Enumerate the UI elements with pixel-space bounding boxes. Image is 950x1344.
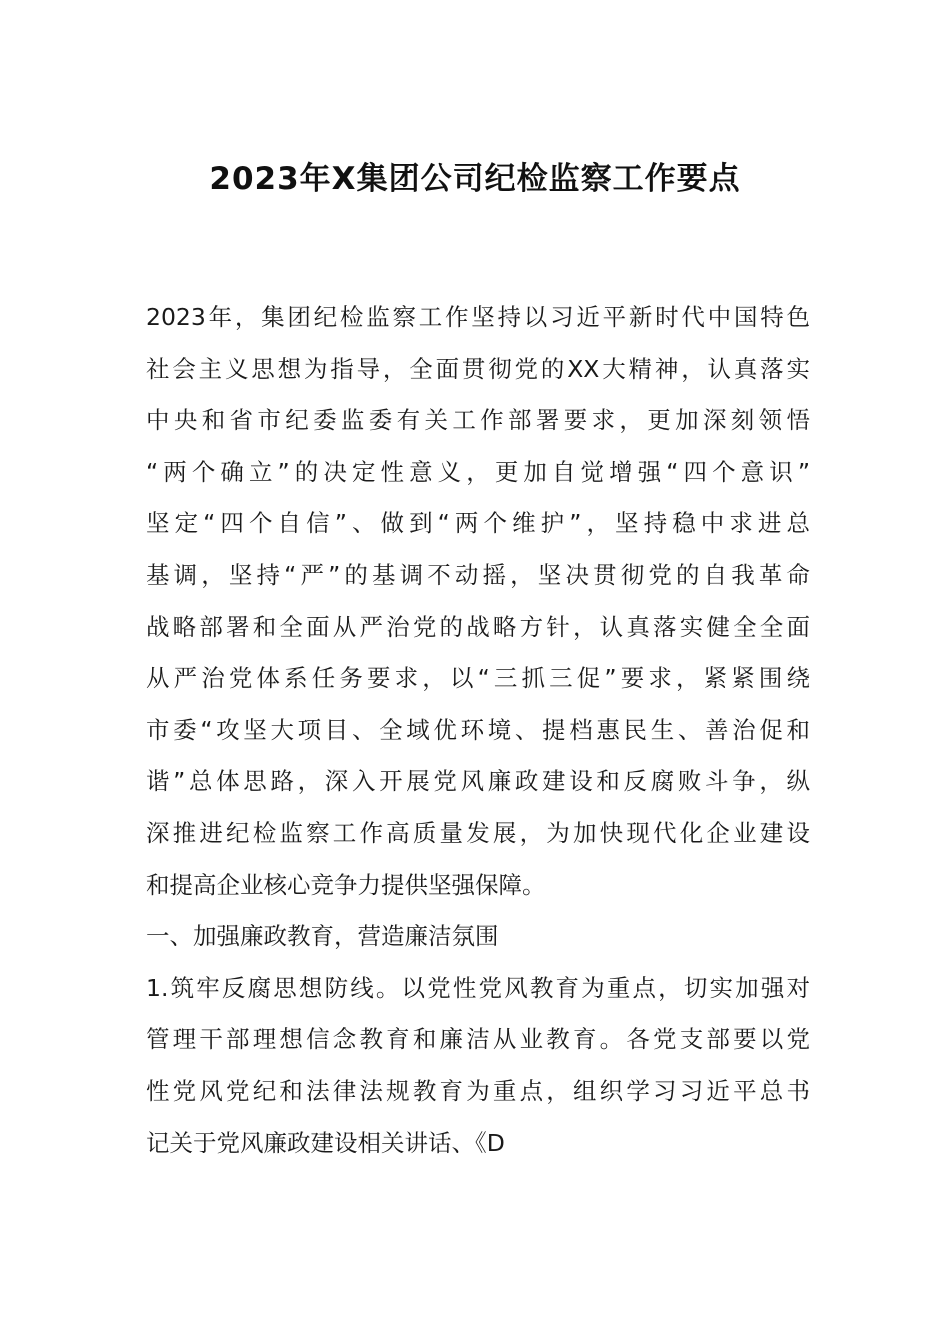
paragraph-line: 1.筑牢反腐思想防线。以党性党风教育为重点，切实加强对 xyxy=(146,973,810,1002)
paragraph-line: “两个确立”的决定性意义，更加自觉增强“四个意识” xyxy=(146,457,810,486)
document-title: 2023年X集团公司纪检监察工作要点 xyxy=(209,161,741,197)
paragraph-line: 战略部署和全面从严治党的战略方针，认真落实健全全面 xyxy=(146,612,810,641)
paragraph-line: 记关于党风廉政建设相关讲话、《D xyxy=(146,1128,505,1157)
paragraph-line: 市委“攻坚大项目、全域优环境、提档惠民生、善治促和 xyxy=(146,715,810,744)
document-body xyxy=(146,292,810,1169)
paragraph-line: 坚定“四个自信”、做到“两个维护”，坚持稳中求进总 xyxy=(146,509,810,538)
paragraph-line: 中央和省市纪委监委有关工作部署要求，更加深刻领悟 xyxy=(146,406,810,435)
paragraph-line: 深推进纪检监察工作高质量发展，为加快现代化企业建设 xyxy=(146,818,810,847)
paragraph-line: 从严治党体系任务要求，以“三抓三促”要求，紧紧围绕 xyxy=(146,664,810,693)
paragraph-line: 2023年，集团纪检监察工作坚持以习近平新时代中国特色 xyxy=(146,303,810,331)
paragraph-line: 基调，坚持“严”的基调不动摇，坚决贯彻党的自我革命 xyxy=(146,560,810,589)
paragraph-line: 和提高企业核心竞争力提供坚强保障。 xyxy=(146,870,546,899)
paragraph-line: 谐”总体思路，深入开展党风廉政建设和反腐败斗争，纵 xyxy=(146,767,810,796)
paragraph-line: 性党风党纪和法律法规教育为重点，组织学习习近平总书 xyxy=(146,1076,810,1105)
paragraph-line: 管理干部理想信念教育和廉洁从业教育。各党支部要以党 xyxy=(146,1025,810,1054)
section-heading: 一、加强廉政教育，营造廉洁氛围 xyxy=(146,922,499,951)
paragraph-line: 社会主义思想为指导，全面贯彻党的XX大精神，认真落实 xyxy=(146,354,810,383)
